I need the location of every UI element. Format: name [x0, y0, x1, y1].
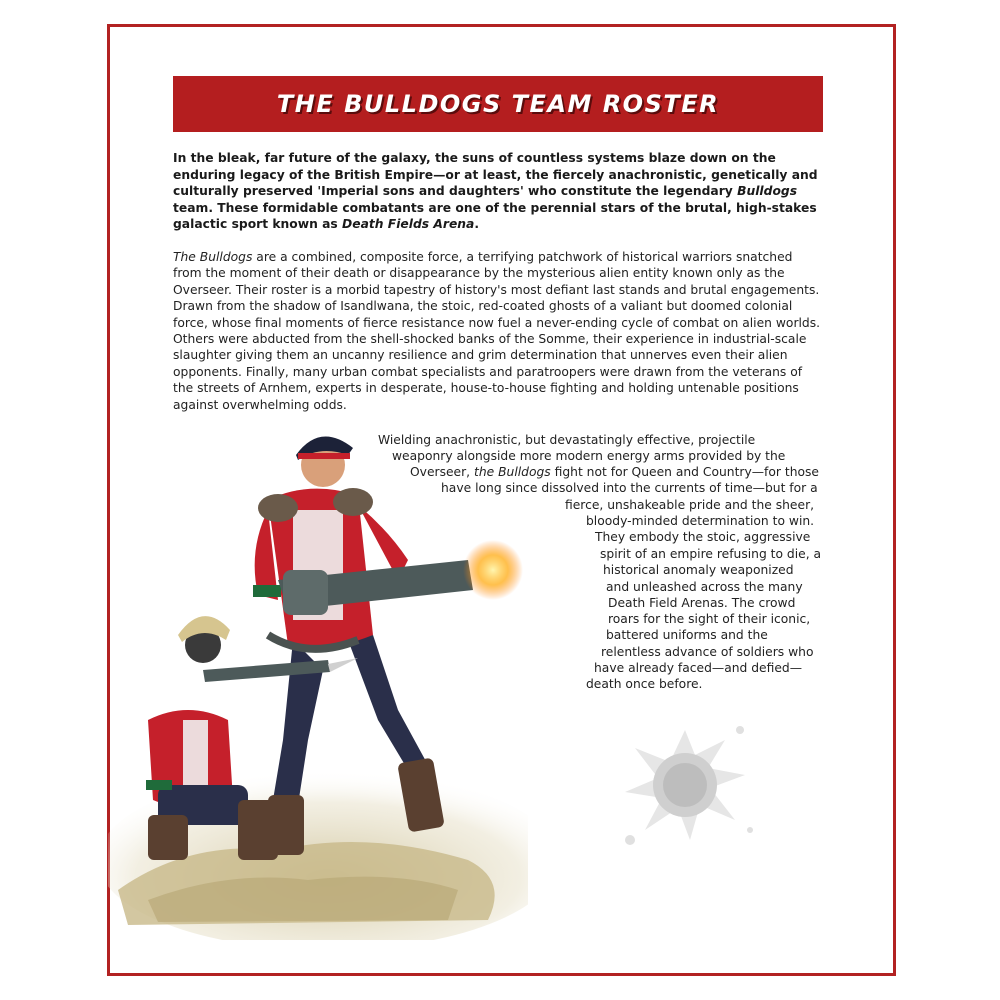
title-banner	[173, 76, 823, 132]
body2-line: roars for the sight of their iconic,	[608, 612, 811, 626]
body2-line-3b: fight not for Queen and Country—for those	[550, 465, 819, 479]
body2-line: spirit of an empire refusing to die, a	[600, 547, 822, 561]
page-title: THE BULLDOGS TEAM ROSTER	[276, 90, 720, 118]
body2-line: death once before.	[586, 677, 703, 691]
intro-paragraph	[173, 150, 823, 233]
body2-line: Wielding anachronistic, but devastatingly effective, projectile	[378, 433, 756, 447]
intro-text-1: In the bleak, far future of the galaxy, the suns of countless systems blaze down on the enduring legacy of the British Empire—or at least, the fiercely anachronistic, genetically and culturally preserved 'Imperial sons and daughters' who constitute the legendary	[173, 151, 818, 199]
body1-emphasis: The Bulldogs	[173, 250, 253, 264]
body2-line: bloody-minded determination to win.	[586, 514, 815, 528]
intro-emphasis-2: Death Fields Arena	[342, 217, 475, 232]
body2-line-3a: Overseer,	[410, 465, 474, 479]
body2-emphasis: the Bulldogs	[474, 465, 551, 479]
body2-line: relentless advance of soldiers who	[601, 645, 814, 659]
body2-line: have long since dissolved into the currents of time—but for a	[441, 481, 818, 495]
soldiers-illustration	[108, 420, 528, 940]
body2-line: historical anomaly weaponized	[603, 563, 794, 577]
body2-line	[410, 464, 819, 480]
body-paragraph-1	[173, 249, 823, 413]
body2-line: battered uniforms and the	[606, 628, 768, 642]
body2-line: Death Field Arenas. The crowd	[608, 596, 796, 610]
body2-line: fierce, unshakeable pride and the sheer,	[565, 498, 815, 512]
body2-line: weaponry alongside more modern energy arms provided by the	[392, 449, 786, 463]
body2-line: They embody the stoic, aggressive	[595, 530, 811, 544]
intro-text-2: team. These formidable combatants are one of the perennial stars of the brutal, high-stakes galactic sport known as	[173, 200, 817, 232]
bullet-hole-splat	[600, 700, 770, 870]
intro-emphasis-1: Bulldogs	[737, 184, 798, 199]
intro-text-3: .	[474, 217, 480, 232]
body2-line: and unleashed across the many	[606, 580, 803, 594]
body2-line: have already faced—and defied—	[594, 661, 803, 675]
body1-text: are a combined, composite force, a terrifying patchwork of historical warriors snatched from the moment of their death or disappearance by the mysterious alien entity known only as the Overseer. Their roster is a morbid tapestry of history's most defiant last stands and brutal engagements. Drawn from the shadow of Isandlwana, the stoic, red-coated ghosts of a valiant but doomed colonial force, whose final moments of fierce resistance now fuel a never-ending cycle of combat on alien worlds. Others were abducted from the shell-shocked banks of the Somme, their experience in industrial-scale slaughter giving them an uncanny resilience and grim determination that unnerves even their alien opponents. Finally, many urban combat specialists and paratroopers were drawn from the veterans of the streets of Arnhem, experts in desperate, house-to-house fighting and holding untenable positions against overwhelming odds.	[173, 250, 821, 412]
